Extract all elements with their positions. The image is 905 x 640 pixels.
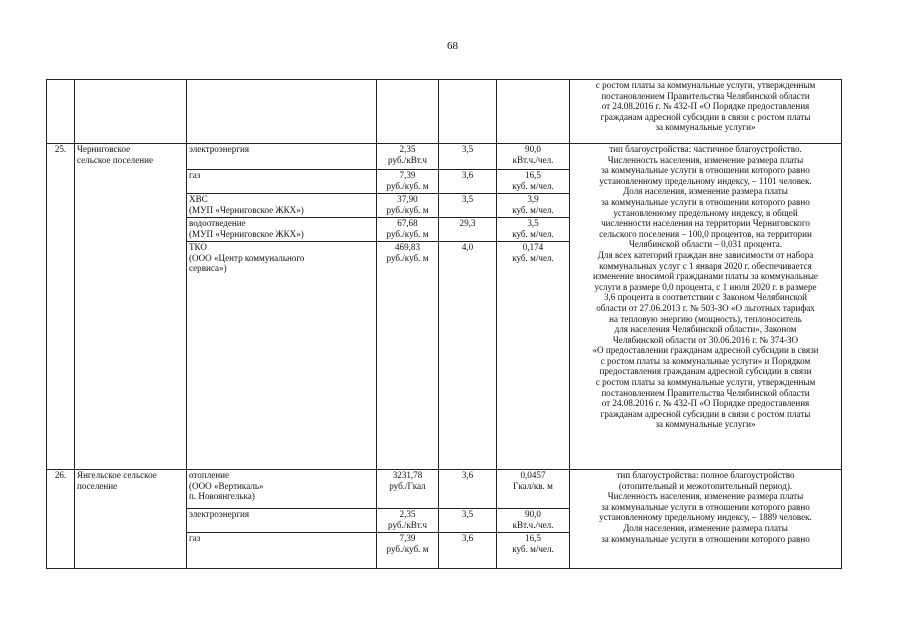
- description-cell-line: постановлением Правительства Челябинской области: [601, 387, 810, 398]
- description-cell-line: гражданам адресной субсидии в связи с ростом платы: [600, 111, 811, 122]
- tariff-table: [46, 79, 842, 569]
- tariff-cell-line: руб./куб. м: [386, 543, 429, 554]
- norm-cell-line: куб. м/чел.: [512, 228, 554, 239]
- service-name: [187, 242, 377, 470]
- description-cell-line: постановлением Правительства Челябинской области: [601, 90, 810, 101]
- tariff-cell-line: руб./куб. м: [386, 228, 429, 239]
- empty-cell: [75, 80, 187, 144]
- norm-cell-line: 16,5: [525, 170, 541, 180]
- description-cell-line: с ростом платы за коммунальные услуги, утвержденным: [595, 377, 816, 388]
- tariff-cell-line: 2,35: [399, 144, 416, 154]
- norm-cell-line: 3,9: [527, 194, 539, 204]
- empty-cell: [47, 80, 75, 144]
- description-cell-line: за коммунальные услуги в отношении которого равно: [601, 501, 810, 512]
- description-cell-line: Челябинской области от 30.06.2016 г. № 374-ЗО: [612, 334, 799, 345]
- service-name: [187, 533, 377, 569]
- tariff-cell-line: 469,83: [394, 242, 420, 252]
- norm-cell-line: 0,174: [522, 242, 544, 252]
- tariff-cell-line: 7,39: [399, 533, 416, 543]
- percent-cell: 3,5: [439, 509, 497, 533]
- percent-cell: 3,5: [439, 194, 497, 218]
- norm-cell-line: куб. м/чел.: [512, 180, 554, 191]
- settlement-name-line: сельское поселение: [77, 154, 153, 165]
- description-cell-line: тип благоустройства: частичное благоустройство.: [609, 144, 802, 154]
- tariff-cell: [377, 194, 439, 218]
- tariff-cell-line: руб./куб. м: [386, 204, 429, 215]
- service-name: [187, 470, 377, 509]
- service-name: [187, 218, 377, 242]
- description-cell-line: сельского поселения – 100,0 процентов, на территории: [599, 228, 812, 239]
- percent-cell: 3,6: [439, 170, 497, 194]
- norm-cell: [497, 194, 570, 218]
- norm-cell-line: кВт.ч./чел.: [512, 519, 554, 530]
- norm-cell: [497, 509, 570, 533]
- percent-cell: 3,5: [439, 144, 497, 170]
- norm-cell-line: куб. м/чел.: [512, 252, 554, 263]
- service-name-line: ХВС: [189, 194, 208, 204]
- norm-cell-line: кВт.ч./чел.: [512, 154, 554, 165]
- description-cell-line: с ростом платы за коммунальные услуги» и Порядком: [600, 355, 811, 366]
- norm-cell-line: куб. м/чел.: [512, 543, 554, 554]
- description-cell-line: установленному предельному индексу, – 1101 человек.: [599, 175, 812, 186]
- tariff-cell: [377, 144, 439, 170]
- service-name-line: сервиса»): [189, 263, 227, 274]
- service-name: [187, 170, 377, 194]
- empty-cell: [377, 80, 439, 144]
- description-cell-line: от 24.08.2016 г. № 432-П «О Порядке предоставления: [601, 398, 810, 409]
- tariff-cell-line: 2,35: [399, 509, 416, 519]
- norm-cell-line: 90,0: [525, 144, 541, 154]
- description-cell-line: коммунальных услуг с 1 января 2020 г. обеспечивается: [599, 260, 812, 271]
- tariff-cell: [377, 509, 439, 533]
- service-name-line: газ: [189, 170, 201, 180]
- description-cell-line: (отопительный и межотопительный период).: [618, 480, 793, 491]
- description-cell-line: за коммунальные услуги»: [655, 122, 756, 133]
- service-name-line: (ООО «Вертикаль»: [189, 480, 264, 491]
- description-cell-line: за коммунальные услуги в отношении которого равно: [601, 196, 810, 207]
- service-name: [187, 144, 377, 170]
- table-row: [47, 470, 842, 509]
- empty-cell: [439, 80, 497, 144]
- service-name-line: ТКО: [189, 242, 207, 252]
- service-name-line: (МУП «Черниговское ЖКХ»): [189, 204, 304, 215]
- norm-cell: [497, 533, 570, 569]
- table-row-continuation: [47, 80, 842, 144]
- norm-cell: [497, 470, 570, 509]
- description-cell-line: услуги в размере 0,0 процента, с 1 июля 2020 г. в размере: [594, 281, 817, 292]
- description-cell-line: Доля населения, изменение размера платы: [623, 522, 788, 533]
- description-cell-line: установленному предельному индексу, в общей: [613, 207, 798, 218]
- description-cell-line: Для всех категорий граждан вне зависимости от набора: [597, 249, 814, 260]
- norm-cell-line: куб. м/чел.: [512, 204, 554, 215]
- norm-cell-line: 3,5: [527, 218, 539, 228]
- description-cell-line: на тепловую энергию (мощность), теплоноситель: [609, 313, 802, 324]
- description-cell-line: с ростом платы за коммунальные услуги, утвержденным: [595, 80, 816, 90]
- description-cell: [570, 144, 842, 470]
- settlement-name: [75, 470, 187, 569]
- service-name: [187, 509, 377, 533]
- tariff-cell-line: 7,39: [399, 170, 416, 180]
- description-cell-line: «О предоставлении гражданам адресной субсидии в связи: [592, 345, 819, 356]
- service-name: [187, 194, 377, 218]
- description-cell: [570, 80, 842, 144]
- tariff-cell-line: 67,68: [397, 218, 418, 228]
- norm-cell-line: 16,5: [525, 533, 541, 543]
- description-cell-line: установленному предельному индексу, – 1889 человек.: [599, 512, 812, 523]
- tariff-cell: [377, 242, 439, 470]
- description-cell-line: от 24.08.2016 г. № 432-П «О Порядке предоставления: [601, 101, 810, 112]
- description-cell: [570, 470, 842, 569]
- settlement-name-line: Янгельское сельское: [77, 470, 157, 480]
- tariff-cell: [377, 218, 439, 242]
- norm-cell-line: 90,0: [525, 509, 541, 519]
- empty-cell: [497, 80, 570, 144]
- description-cell-line: Численность населения, изменение размера платы: [607, 154, 804, 165]
- tariff-cell-line: руб./кВт.ч: [388, 519, 427, 530]
- service-name-line: электроэнергия: [189, 144, 250, 154]
- norm-cell-line: Гкал/кв. м: [513, 480, 553, 491]
- description-cell-line: области от 27.06.2013 г. № 503-ЗО «О льготных тарифах: [596, 302, 815, 313]
- description-cell-line: гражданам адресной субсидии в связи с ростом платы: [600, 408, 811, 419]
- description-cell-line: тип благоустройства: полное благоустройство: [616, 470, 795, 480]
- settlement-name-line: Черниговское: [77, 144, 131, 154]
- empty-cell: [187, 80, 377, 144]
- percent-cell: 3,6: [439, 470, 497, 509]
- service-name-line: отопление: [189, 470, 230, 480]
- description-cell-line: Доля населения, изменение размера платы: [623, 186, 788, 197]
- tariff-cell-line: руб./куб. м: [386, 252, 429, 263]
- norm-cell: [497, 170, 570, 194]
- tariff-cell-line: 37,90: [397, 194, 418, 204]
- service-name-line: газ: [189, 533, 201, 543]
- percent-cell: 29,3: [439, 218, 497, 242]
- service-name-line: водоотведение: [189, 218, 246, 228]
- service-name-line: п. Новоянгелька): [189, 491, 255, 502]
- description-cell-line: за коммунальные услуги в отношении которого равно: [601, 165, 810, 176]
- description-cell-line: 3,6 процента в соответствии с Законом Челябинской: [603, 292, 808, 303]
- norm-cell: [497, 242, 570, 470]
- description-cell-line: численности населения на территории Черниговского: [601, 218, 810, 229]
- norm-cell: [497, 144, 570, 170]
- description-cell-line: для населения Челябинской области», Законом: [614, 324, 797, 335]
- table-row: [47, 144, 842, 170]
- description-cell-line: предоставления гражданам адресной субсидии в связи: [599, 366, 812, 377]
- service-name-line: (МУП «Черниговское ЖКХ»): [189, 228, 304, 239]
- tariff-cell-line: руб./кВт.ч: [388, 154, 427, 165]
- page-number: 68: [447, 40, 458, 52]
- description-cell-line: Челябинской области – 0,031 процента.: [628, 239, 783, 250]
- tariff-cell: [377, 533, 439, 569]
- description-cell-line: Численность населения, изменение размера платы: [607, 491, 804, 502]
- description-cell-line: за коммунальные услуги в отношении которого равно: [601, 533, 810, 544]
- tariff-cell-line: руб./куб. м: [386, 180, 429, 191]
- percent-cell: 4,0: [439, 242, 497, 470]
- tariff-cell: [377, 170, 439, 194]
- service-name-line: электроэнергия: [189, 509, 250, 519]
- tariff-cell-line: 3231,78: [392, 470, 423, 480]
- settlement-name-line: поселение: [77, 480, 118, 491]
- description-cell-line: изменение вносимой гражданами платы за коммунальные: [593, 271, 818, 282]
- row-number: 26.: [47, 470, 75, 569]
- percent-cell: 3,6: [439, 533, 497, 569]
- row-number: 25.: [47, 144, 75, 470]
- norm-cell-line: 0,0457: [520, 470, 546, 480]
- tariff-cell: [377, 470, 439, 509]
- service-name-line: (ООО «Центр коммунального: [189, 252, 305, 263]
- settlement-name: [75, 144, 187, 470]
- tariff-cell-line: руб./Гкал: [389, 480, 426, 491]
- norm-cell: [497, 218, 570, 242]
- description-cell-line: за коммунальные услуги»: [655, 419, 756, 430]
